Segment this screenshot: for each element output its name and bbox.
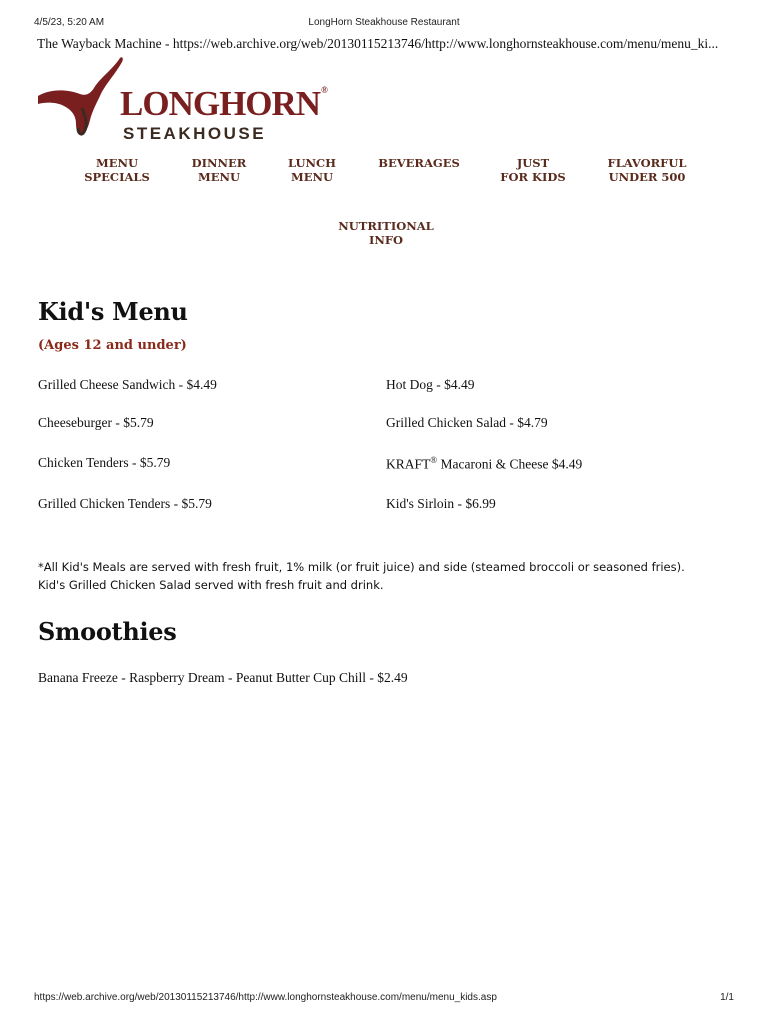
nav-flavorful-under-500[interactable]: FLAVORFUL UNDER 500	[607, 156, 687, 184]
wayback-url-line[interactable]: The Wayback Machine - https://web.archive.org/web/20130115213746/http://www.longhornsteakhouse.com/menu/menu_ki...	[37, 36, 719, 51]
nav-just-for-kids[interactable]: JUST FOR KIDS	[500, 156, 566, 184]
print-footer-url: https://web.archive.org/web/20130115213746/http://www.longhornsteakhouse.com/menu/menu_kids.asp	[34, 992, 497, 1003]
menu-item-grilled-chicken-tenders: Grilled Chicken Tenders - $5.79	[38, 496, 212, 511]
logo-subtitle: STEAKHOUSE	[123, 124, 267, 143]
menu-item-kraft-mac-cheese: KRAFT® Macaroni & Cheese $4.49	[386, 455, 583, 472]
print-header	[0, 17, 768, 33]
logo-brand-text: LONGHORN®	[120, 84, 327, 123]
nav-menu-specials[interactable]: MENU SPECIALS	[84, 156, 150, 184]
menu-item-cheeseburger: Cheeseburger - $5.79	[38, 415, 154, 430]
menu-item-grilled-chicken-salad: Grilled Chicken Salad - $4.79	[386, 415, 548, 430]
longhorn-logo[interactable]	[34, 52, 327, 148]
menu-item-grilled-cheese: Grilled Cheese Sandwich - $4.49	[38, 377, 217, 392]
kids-meal-footnote: *All Kid's Meals are served with fresh fruit, 1% milk (or fruit juice) and side (steamed broccoli or seasoned fries). Kid's Grilled Chicken Salad served with fresh fruit and drink.	[38, 560, 685, 592]
menu-item-hot-dog: Hot Dog - $4.49	[386, 377, 475, 392]
print-page-title: LongHorn Steakhouse Restaurant	[308, 17, 460, 28]
kids-menu-heading: Kid's Menu	[38, 297, 188, 326]
nav-lunch-menu[interactable]: LUNCH MENU	[287, 156, 337, 184]
longhorn-bull-icon	[34, 52, 124, 148]
print-footer	[0, 992, 768, 1006]
smoothies-line: Banana Freeze - Raspberry Dream - Peanut Butter Cup Chill - $2.49	[38, 670, 408, 685]
print-page-number: 1/1	[720, 992, 734, 1003]
nav-beverages[interactable]: BEVERAGES	[378, 156, 460, 170]
age-note: (Ages 12 and under)	[38, 338, 187, 353]
smoothies-heading: Smoothies	[38, 617, 177, 646]
print-datetime: 4/5/23, 5:20 AM	[34, 17, 105, 28]
nav-dinner-menu[interactable]: DINNER MENU	[191, 156, 247, 184]
menu-item-chicken-tenders: Chicken Tenders - $5.79	[38, 455, 171, 470]
menu-item-kids-sirloin: Kid's Sirloin - $6.99	[386, 496, 496, 511]
nav-nutritional-info[interactable]: NUTRITIONAL INFO	[338, 219, 434, 247]
